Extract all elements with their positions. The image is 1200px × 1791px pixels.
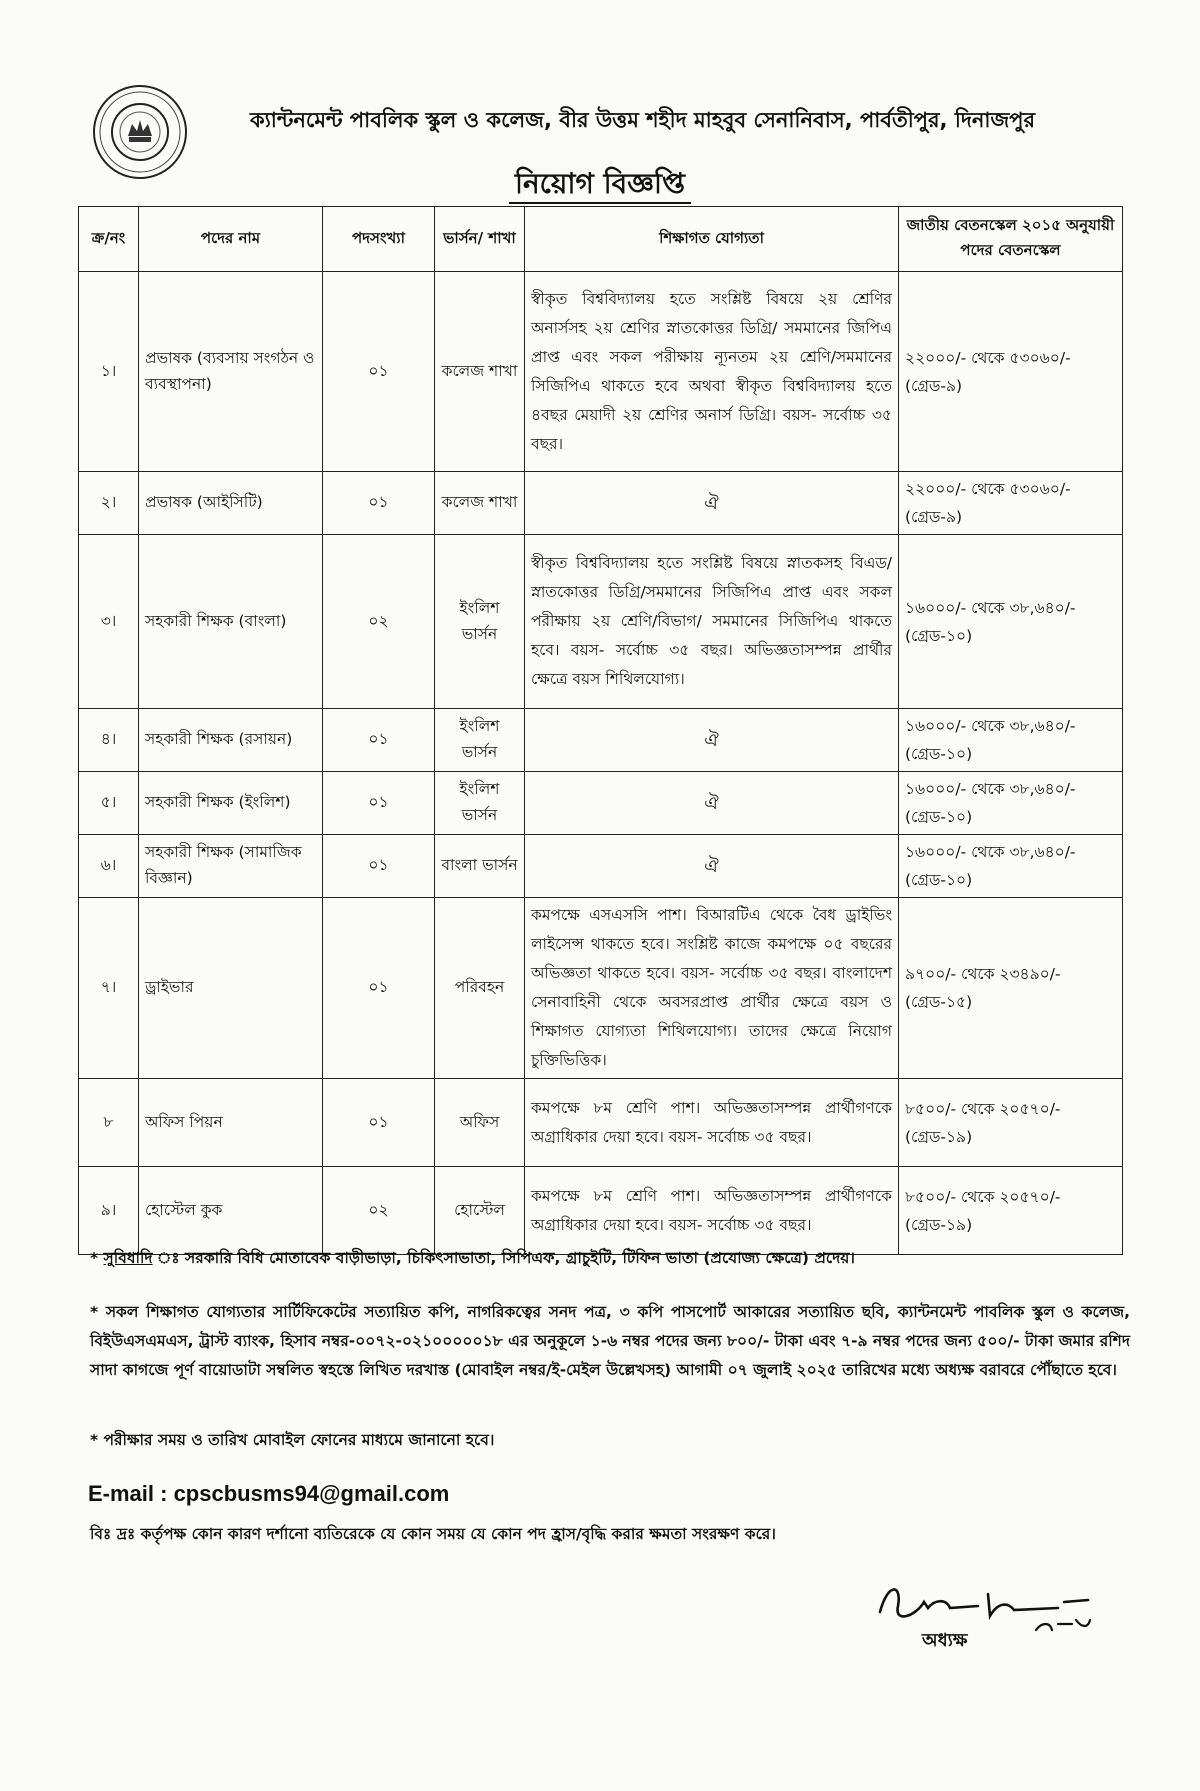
- cell-count: ০২: [323, 1167, 435, 1255]
- table-row: [79, 835, 1123, 898]
- cell-pay: ২২০০০/- থেকে ৫৩০৬০/-(গ্রেড-৯): [899, 472, 1123, 535]
- cell-pay: ১৬০০০/- থেকে ৩৮,৬৪০/-(গ্রেড-১০): [899, 535, 1123, 709]
- cell-sl: ৩।: [79, 535, 139, 709]
- cell-qualification: স্বীকৃত বিশ্ববিদ্যালয় হতে সংশ্লিষ্ট বিষয়ে ২য় শ্রেণির অনার্সসহ ২য় শ্রেণির স্নাতকোত্তর ডিগ্রি/ সমমানের জিপিএ প্রাপ্ত এবং সকল পরীক্ষায় ন্যূনতম ২য় শ্রেণি/সমমানের সিজিপিএ থাকতে হবে অথবা স্বীকৃত বিশ্ববিদ্যালয় হতে ৪বছর মেয়াদী ২য় শ্রেণির অনার্স ডিগ্রি। বয়স- সর্বোচ্চ ৩৫ বছর।: [525, 272, 899, 472]
- cell-count: ০১: [323, 709, 435, 772]
- cell-post: সহকারী শিক্ষক (ইংলিশ): [139, 772, 323, 835]
- cell-qualification: কমপক্ষে এসএসসি পাশ। বিআরটিএ থেকে বৈধ ড্রাইভিং লাইসেন্স থাকতে হবে। সংশ্লিষ্ট কাজে কমপক্ষে ০৫ বছরের অভিজ্ঞতা থাকতে হবে। বয়স- সর্বোচ্চ ৩৫ বছর। বাংলাদেশ সেনাবাহিনী থেকে অবসরপ্রাপ্ত প্রার্থীর ক্ষেত্রে বয়স ও শিক্ষাগত যোগ্যতা শিথিলযোগ্য। তাদের ক্ষেত্রে নিয়োগ চুক্তিভিত্তিক।: [525, 898, 899, 1079]
- cell-pay: ১৬০০০/- থেকে ৩৮,৬৪০/-(গ্রেড-১০): [899, 709, 1123, 772]
- table-row: [79, 709, 1123, 772]
- cell-sl: ৪।: [79, 709, 139, 772]
- cell-pay: ৮৫০০/- থেকে ২০৫৭০/-(গ্রেড-১৯): [899, 1167, 1123, 1255]
- cell-branch: পরিবহন: [435, 898, 525, 1079]
- cell-sl: ২।: [79, 472, 139, 535]
- cell-qualification: কমপক্ষে ৮ম শ্রেণি পাশ। অভিজ্ঞতাসম্পন্ন প্রার্থীগণকে অগ্রাধিকার দেয়া হবে। বয়স- সর্বোচ্চ ৩৫ বছর।: [525, 1167, 899, 1255]
- application-note: * সকল শিক্ষাগত যোগ্যতার সার্টিফিকেটের সত্যায়িত কপি, নাগরিকত্বের সনদ পত্র, ৩ কপি পাসপোর্ট আকারের সত্যায়িত ছবি, ক্যান্টনমেন্ট পাবলিক স্কুল ও কলেজ, বিইউএসএমএস, ট্রাস্ট ব্যাংক, হিসাব নম্বর-০০৭২-০২১০০০০০১৮ এর অনুকূলে ১-৬ নম্বর পদের জন্য ৮০০/- টাকা এবং ৭-৯ নম্বর পদের জন্য ৫০০/- টাকা জমার রশিদ সাদা কাগজে পূর্ণ বায়োডাটা সম্বলিত স্বহস্তে লিখিত দরখাস্ত (মোবাইল নম্বর/ই-মেইল উল্লেখসহ) আগামী ০৭ জুলাই ২০২৫ তারিখের মধ্যে অধ্যক্ষ বরাবরে পৌঁছাতে হবে।: [90, 1303, 1130, 1379]
- cell-sl: ৮: [79, 1079, 139, 1167]
- principal-signature: [858, 1572, 1098, 1642]
- cell-branch: অফিস: [435, 1079, 525, 1167]
- cell-qualification: কমপক্ষে ৮ম শ্রেণি পাশ। অভিজ্ঞতাসম্পন্ন প্রার্থীগণকে অগ্রাধিকার দেয়া হবে। বয়স- সর্বোচ্চ ৩৫ বছর।: [525, 1079, 899, 1167]
- notice-title-text: নিয়োগ বিজ্ঞপ্তি: [509, 167, 691, 204]
- cell-pay: ৯৭০০/- থেকে ২৩৪৯০/-(গ্রেড-১৫): [899, 898, 1123, 1079]
- cell-post: সহকারী শিক্ষক (বাংলা): [139, 535, 323, 709]
- cell-count: ০১: [323, 1079, 435, 1167]
- cell-count: ০২: [323, 535, 435, 709]
- cell-branch: হোস্টেল: [435, 1167, 525, 1255]
- exam-note: * পরীক্ষার সময় ও তারিখ মোবাইল ফোনের মাধ্যমে জানানো হবে।: [90, 1431, 495, 1449]
- benefits-text: ঃ সরকারি বিধি মোতাবেক বাড়ীভাড়া, চিকিৎসাভাতা, সিপিএফ, গ্রাচুইটি, টিফিন ভাতা (প্রযোজ্য ক্ষেত্রে) প্রদেয়।: [179, 1249, 855, 1267]
- table-row: [79, 772, 1123, 835]
- cell-sl: ৫।: [79, 772, 139, 835]
- cell-count: ০১: [323, 898, 435, 1079]
- cell-qualification: ঐ: [525, 772, 899, 835]
- cell-pay: ২২০০০/- থেকে ৫৩০৬০/-(গ্রেড-৯): [899, 272, 1123, 472]
- cell-post: ড্রাইভার: [139, 898, 323, 1079]
- cell-pay: ৮৫০০/- থেকে ২০৫৭০/-(গ্রেড-১৯): [899, 1079, 1123, 1167]
- cell-count: ০১: [323, 772, 435, 835]
- benefits-star: *: [90, 1249, 104, 1267]
- col-header-pay: জাতীয় বেতনস্কেল ২০১৫ অনুযায়ী পদের বেতনস্কেল: [899, 207, 1123, 272]
- cell-count: ০১: [323, 835, 435, 898]
- cell-sl: ১।: [79, 272, 139, 472]
- table-row: [79, 535, 1123, 709]
- col-header-post: পদের নাম: [139, 207, 323, 272]
- cell-qualification: ঐ: [525, 472, 899, 535]
- contact-email: E-mail : cpscbusms94@gmail.com: [88, 1481, 450, 1506]
- benefits-label: সুবিধাদি: [103, 1249, 153, 1267]
- cell-sl: ৬।: [79, 835, 139, 898]
- cell-count: ০১: [323, 472, 435, 535]
- col-header-count: পদসংখ্যা: [323, 207, 435, 272]
- cell-branch: ইংলিশ ভার্সন: [435, 772, 525, 835]
- benefits-note: [90, 1244, 1130, 1273]
- cell-qualification: ঐ: [525, 835, 899, 898]
- signature-title: অধ্যক্ষ: [922, 1630, 968, 1651]
- cell-branch: কলেজ শাখা: [435, 272, 525, 472]
- cell-post: সহকারী শিক্ষক (রসায়ন): [139, 709, 323, 772]
- cell-post: অফিস পিয়ন: [139, 1079, 323, 1167]
- cell-branch: বাংলা ভার্সন: [435, 835, 525, 898]
- cell-post: প্রভাষক (আইসিটি): [139, 472, 323, 535]
- cell-branch: ইংলিশ ভার্সন: [435, 709, 525, 772]
- vacancy-table: [78, 206, 1123, 1255]
- col-header-branch: ভার্সন/ শাখা: [435, 207, 525, 272]
- table-row: [79, 1167, 1123, 1255]
- cell-sl: ৯।: [79, 1167, 139, 1255]
- cell-pay: ১৬০০০/- থেকে ৩৮,৬৪০/-(গ্রেড-১০): [899, 835, 1123, 898]
- table-row: [79, 898, 1123, 1079]
- cell-qualification: স্বীকৃত বিশ্ববিদ্যালয় হতে সংশ্লিষ্ট বিষয়ে স্নাতকসহ বিএড/স্নাতকোত্তর ডিগ্রি/সমমানের সিজিপিএ প্রাপ্ত এবং সকল পরীক্ষায় ২য় শ্রেণি/বিভাগ/ সমমানের সিজিপিএ থাকতে হবে। বয়স- সর্বোচ্চ ৩৫ বছর। অভিজ্ঞতাসম্পন্ন প্রার্থীর ক্ষেত্রে বয়স শিথিলযোগ্য।: [525, 535, 899, 709]
- table-row: [79, 272, 1123, 472]
- col-header-sl: ক্র/নং: [79, 207, 139, 272]
- cell-post: সহকারী শিক্ষক (সামাজিক বিজ্ঞান): [139, 835, 323, 898]
- cell-sl: ৭।: [79, 898, 139, 1079]
- cell-branch: কলেজ শাখা: [435, 472, 525, 535]
- cell-post: হোস্টেল কুক: [139, 1167, 323, 1255]
- cell-branch: ইংলিশ ভার্সন: [435, 535, 525, 709]
- nb-note: বিঃ দ্রঃ কর্তৃপক্ষ কোন কারণ দর্শানো ব্যতিরেকে যে কোন সময় যে কোন পদ হ্রাস/বৃদ্ধি করার ক্ষমতা সংরক্ষণ করে।: [90, 1525, 776, 1543]
- cell-pay: ১৬০০০/- থেকে ৩৮,৬৪০/-(গ্রেড-১০): [899, 772, 1123, 835]
- table-row: [79, 472, 1123, 535]
- institution-name: ক্যান্টনমেন্ট পাবলিক স্কুল ও কলেজ, বীর উত্তম শহীদ মাহবুব সেনানিবাস, পার্বতীপুর, দিনাজপুর: [250, 108, 1036, 132]
- table-row: [79, 1079, 1123, 1167]
- cell-post: প্রভাষক (ব্যবসায় সংগঠন ও ব্যবস্থাপনা): [139, 272, 323, 472]
- col-header-qualification: শিক্ষাগত যোগ্যতা: [525, 207, 899, 272]
- notice-title: [0, 162, 1200, 209]
- cell-count: ০১: [323, 272, 435, 472]
- table-header-row: [79, 207, 1123, 272]
- cell-qualification: ঐ: [525, 709, 899, 772]
